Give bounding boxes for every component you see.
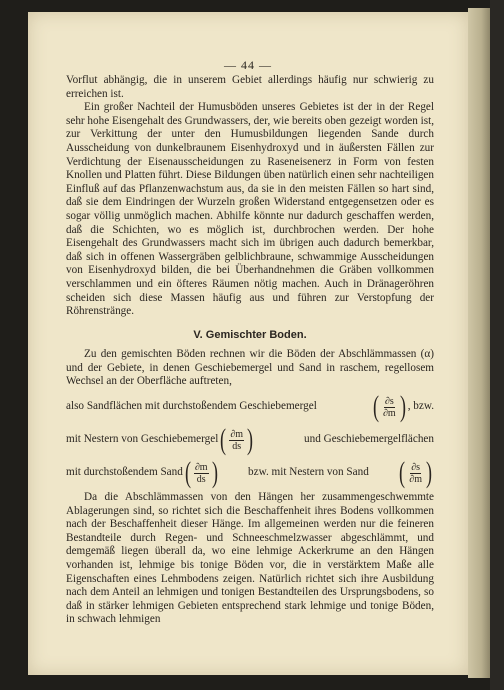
section-heading: V. Gemischter Boden. [193,328,307,341]
formula-4-numerator: ∂s [411,461,421,473]
paragraph-3: Zu den gemischten Böden rechnen wir die Böden der Abschlämmassen (α) und der Gebiete, in denen Geschiebemergel und Sand in raschem, regellosem Wechsel an der Oberfläche auftreten, [66,348,434,388]
formula-line-1-suffix: , bzw. [407,400,434,413]
formula-2: mit Nestern von Geschiebemergel ( $\frac{\partial m}{ds}$ ) [66,423,254,457]
formula-line-1-text: also Sandflächen mit durchstoßendem Geschiebemergel [66,400,317,413]
formula-3-denominator: ds [196,473,206,485]
formula-line-3-text: mit durchstoßendem Sand [66,466,183,479]
formula-line-2 [66,425,434,455]
formula-2-numerator: ∂m [230,428,244,440]
paragraph-4: Da die Abschlämmassen von den Hängen her zusammengeschwemmte Ablagerungen sind, so richtet sich die Beschaffenheit ihres Bodens vollkommen nach der Beschaffenheit dieser Hänge. Im allgemeinen werden nur die feineren Bestandteile durch Regen- und Schneeschmelzwasser abgeschlämmt, und demgemäß liegen überall da, wo eine lehmige Ackerkrume an den Hängen vorhanden ist, lehmige bis tonige Böden vor, die in verstärktem Maße alle Eigenschaften eines Lehmbodens zeigen. Natürlich richtet sich ihre Ausbildung nach dem Anteil an lehmigen und tonigen Bestandteilen des Ursprungsbodens, so daß in stärker lehmigen Gebieten entsprechend stark lehmige und tonige Böden, in schwach lehmigen [66,491,434,626]
formula-2-denominator: ds [232,440,242,452]
paragraph-1: Vorflut abhängig, die in unserem Gebiet allerdings häufig nur schwierig zu erreichen ist. [66,74,434,100]
formula-3-numerator: ∂m [194,461,208,473]
body-text [66,74,434,627]
formula-1-numerator: ∂s [384,395,394,407]
formula-1: ( $\frac{\partial s}{\partial m}$ ) , bzw. [372,390,434,424]
formula-4-denominator: ∂m [409,473,422,485]
formula-line-2-text: mit Nestern von Geschiebemergel [66,433,219,446]
scan-border [490,0,504,690]
formula-line-2-suffix: und Geschiebemergelflächen [304,433,434,446]
page-number-header: — 44 — [224,58,272,72]
paragraph-2: Ein großer Nachteil der Humusböden unseres Gebietes ist der in der Regel sehr hohe Eisengehalt des Grundwassers, der, wie bereits oben gezeigt worden ist, zur Verkittung der unter den Humusbildungen liegenden Sande durch Ausscheidung von dunkelbraunem Eisenhydroxyd und in äußersten Fällen zur Verdichtung der Eisenausscheidungen zu Raseneisenerz in Form von festen Knollen und Platten führt. Diese Bildungen üben natürlich einen sehr nachteiligen Einfluß auf das Pflanzenwachstum aus, da sie in den meisten Fällen so hart sind, daß sie dem Eindringen der Wurzeln großen Widerstand entgegensetzen oder es sogar völlig unmöglich machen. Abhilfe könnte nur dadurch geschaffen werden, daß die Schichten, wo es möglich ist, durchbrochen werden. Der hohe Eisengehalt des Grundwassers macht sich im übrigen auch dadurch bemerkbar, daß sich in offenen Wassergräben gelblichbraune, schwammige Ausscheidungen von Eisenhydroxyd bilden, die bei Überhandnehmen die Gräben vollkommen verschlammen und ein öfteres Räumen nötig machen. Auch in Dränageröhren scheiden sich diese Massen häufig aus und führen zur Verstopfung der Röhrenstränge. [66,101,435,318]
formula-4: ( $\frac{\partial s}{\partial m}$ ) [399,456,432,490]
formula-line-1 [66,392,434,422]
page-edge [468,8,490,678]
formula-line-3-middle: bzw. mit Nestern von Sand [248,466,369,479]
formula-line-3 [66,458,434,488]
formula-1-denominator: ∂m [382,407,396,419]
formula-3: mit durchstoßendem Sand ( $\frac{\partial m}{ds}$ ) [66,456,218,490]
